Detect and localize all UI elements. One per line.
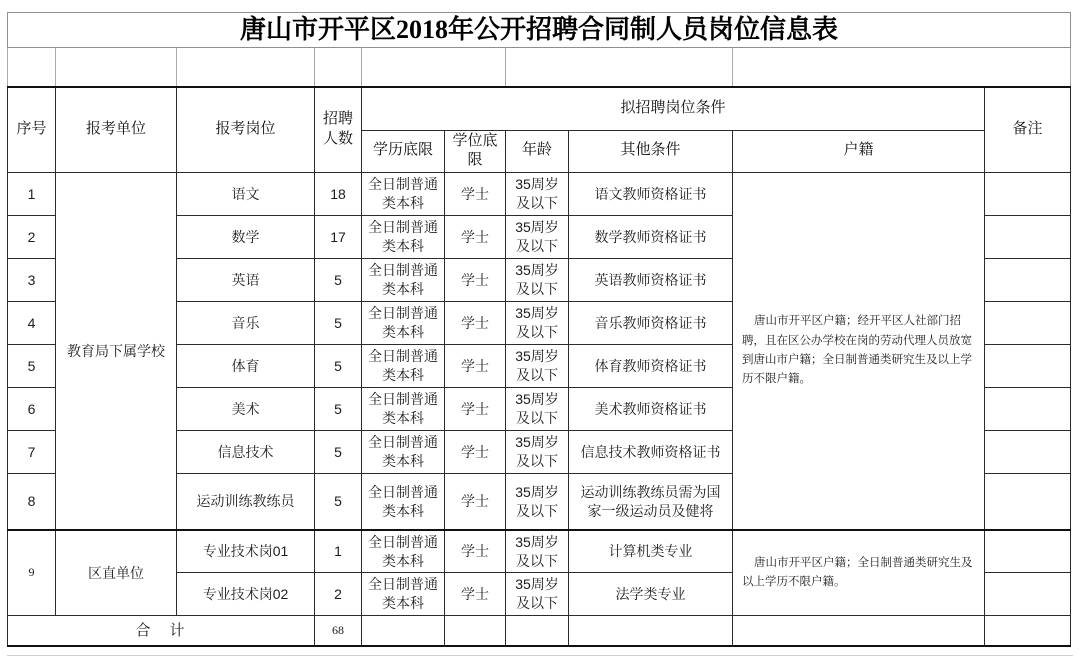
count-cell: 1 — [315, 530, 362, 572]
other-condition-cell: 计算机类专业 — [569, 530, 733, 572]
age-cell: 35周岁及以下 — [506, 172, 569, 215]
remark-cell — [985, 473, 1071, 530]
header-unit: 报考单位 — [56, 87, 177, 172]
education-cell: 全日制普通类本科 — [362, 258, 445, 301]
spacer-cell — [177, 48, 315, 88]
unit-cell: 教育局下属学校 — [56, 172, 177, 530]
table-row — [8, 172, 1071, 215]
remark-cell — [985, 430, 1071, 473]
remark-cell — [985, 572, 1071, 615]
remark-cell — [985, 172, 1071, 215]
other-condition-cell: 音乐教师资格证书 — [569, 301, 733, 344]
table-title: 唐山市开平区2018年公开招聘合同制人员岗位信息表 — [8, 13, 1071, 48]
count-cell: 18 — [315, 172, 362, 215]
empty-cell — [445, 615, 506, 646]
degree-cell: 学士 — [445, 172, 506, 215]
remark-cell — [985, 215, 1071, 258]
degree-cell: 学士 — [445, 530, 506, 572]
other-condition-cell: 数学教师资格证书 — [569, 215, 733, 258]
education-cell: 全日制普通类本科 — [362, 430, 445, 473]
other-condition-cell: 信息技术教师资格证书 — [569, 430, 733, 473]
seq-cell: 4 — [8, 301, 56, 344]
header-household: 户籍 — [733, 130, 985, 172]
position-cell: 语文 — [177, 172, 315, 215]
header-other: 其他条件 — [569, 130, 733, 172]
count-cell: 5 — [315, 473, 362, 530]
header-remark: 备注 — [985, 87, 1071, 172]
position-cell: 数学 — [177, 215, 315, 258]
position-cell: 专业技术岗01 — [177, 530, 315, 572]
education-cell: 全日制普通类本科 — [362, 344, 445, 387]
education-cell: 全日制普通类本科 — [362, 172, 445, 215]
remark-cell — [985, 344, 1071, 387]
age-cell: 35周岁及以下 — [506, 258, 569, 301]
age-cell: 35周岁及以下 — [506, 530, 569, 572]
remark-cell — [985, 301, 1071, 344]
spacer-cell — [8, 48, 56, 88]
other-condition-cell: 英语教师资格证书 — [569, 258, 733, 301]
other-condition-cell: 美术教师资格证书 — [569, 387, 733, 430]
header-degree: 学位底限 — [445, 130, 506, 172]
other-condition-cell: 运动训练教练员需为国家一级运动员及健将 — [569, 473, 733, 530]
seq-cell: 9 — [8, 530, 56, 615]
header-education: 学历底限 — [362, 130, 445, 172]
seq-cell: 7 — [8, 430, 56, 473]
position-cell: 运动训练教练员 — [177, 473, 315, 530]
spacer-cell — [506, 48, 733, 88]
seq-cell: 5 — [8, 344, 56, 387]
position-cell: 音乐 — [177, 301, 315, 344]
other-condition-cell: 法学类专业 — [569, 572, 733, 615]
count-cell: 5 — [315, 301, 362, 344]
remark-cell — [985, 258, 1071, 301]
spacer-row — [8, 48, 1071, 88]
header-conditions-group: 拟招聘岗位条件 — [362, 87, 985, 130]
degree-cell: 学士 — [445, 572, 506, 615]
count-cell: 5 — [315, 430, 362, 473]
position-cell: 信息技术 — [177, 430, 315, 473]
empty-cell — [362, 615, 445, 646]
table-row — [8, 530, 1071, 572]
total-label: 合 计 — [8, 615, 315, 646]
age-cell: 35周岁及以下 — [506, 387, 569, 430]
spacer-cell — [315, 48, 362, 88]
education-cell: 全日制普通类本科 — [362, 215, 445, 258]
seq-cell: 8 — [8, 473, 56, 530]
position-cell: 专业技术岗02 — [177, 572, 315, 615]
age-cell: 35周岁及以下 — [506, 344, 569, 387]
count-cell: 17 — [315, 215, 362, 258]
header-position: 报考岗位 — [177, 87, 315, 172]
position-cell: 体育 — [177, 344, 315, 387]
empty-cell — [569, 615, 733, 646]
other-condition-cell: 体育教师资格证书 — [569, 344, 733, 387]
age-cell: 35周岁及以下 — [506, 473, 569, 530]
age-cell: 35周岁及以下 — [506, 215, 569, 258]
total-row — [8, 615, 1071, 646]
degree-cell: 学士 — [445, 301, 506, 344]
position-cell: 美术 — [177, 387, 315, 430]
remark-cell — [985, 387, 1071, 430]
total-count: 68 — [315, 615, 362, 646]
header-seq: 序号 — [8, 87, 56, 172]
household-cell: 唐山市开平区户籍；经开平区人社部门招聘，且在区公办学校在岗的劳动代理人员放宽到唐山市户籍；全日制普通类研究生及以上学历不限户籍。 — [733, 172, 985, 530]
spacer-cell — [362, 48, 506, 88]
count-cell: 5 — [315, 258, 362, 301]
education-cell: 全日制普通类本科 — [362, 387, 445, 430]
count-cell: 2 — [315, 572, 362, 615]
education-cell: 全日制普通类本科 — [362, 530, 445, 572]
age-cell: 35周岁及以下 — [506, 301, 569, 344]
count-cell: 5 — [315, 344, 362, 387]
unit-cell: 区直单位 — [56, 530, 177, 615]
degree-cell: 学士 — [445, 473, 506, 530]
education-cell: 全日制普通类本科 — [362, 301, 445, 344]
degree-cell: 学士 — [445, 258, 506, 301]
seq-cell: 1 — [8, 172, 56, 215]
recruitment-table — [7, 12, 1071, 647]
degree-cell: 学士 — [445, 344, 506, 387]
household-cell: 唐山市开平区户籍；全日制普通类研究生及以上学历不限户籍。 — [733, 530, 985, 615]
count-cell: 5 — [315, 387, 362, 430]
seq-cell: 3 — [8, 258, 56, 301]
position-cell: 英语 — [177, 258, 315, 301]
page-bottom-divider — [7, 655, 1073, 656]
spacer-cell — [733, 48, 1071, 88]
degree-cell: 学士 — [445, 215, 506, 258]
remark-cell — [985, 530, 1071, 572]
spacer-cell — [56, 48, 177, 88]
empty-cell — [733, 615, 985, 646]
seq-cell: 6 — [8, 387, 56, 430]
degree-cell: 学士 — [445, 430, 506, 473]
degree-cell: 学士 — [445, 387, 506, 430]
header-count: 招聘人数 — [315, 87, 362, 172]
education-cell: 全日制普通类本科 — [362, 572, 445, 615]
education-cell: 全日制普通类本科 — [362, 473, 445, 530]
other-condition-cell: 语文教师资格证书 — [569, 172, 733, 215]
age-cell: 35周岁及以下 — [506, 430, 569, 473]
empty-cell — [506, 615, 569, 646]
seq-cell: 2 — [8, 215, 56, 258]
empty-cell — [985, 615, 1071, 646]
header-age: 年龄 — [506, 130, 569, 172]
age-cell: 35周岁及以下 — [506, 572, 569, 615]
